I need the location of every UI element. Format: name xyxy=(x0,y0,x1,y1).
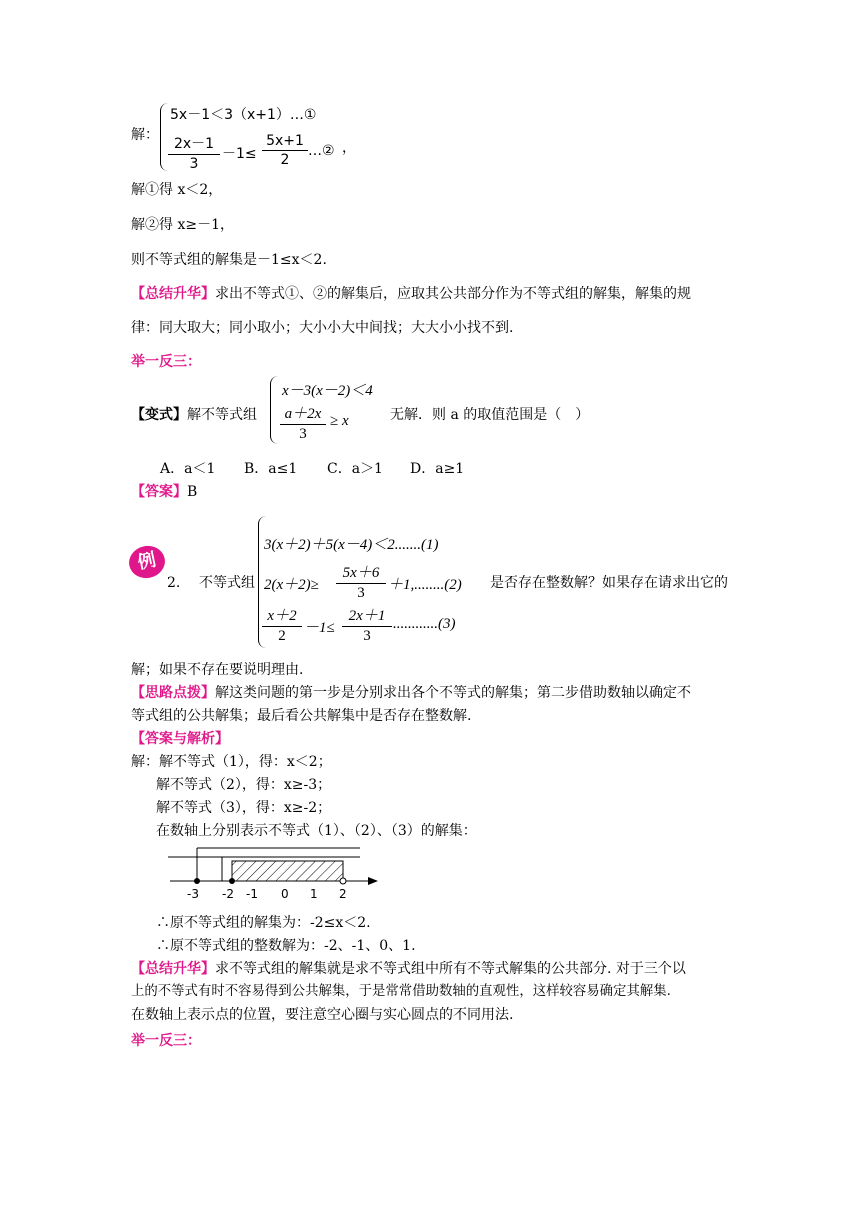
sol2-line4: 在数轴上分别表示不等式（1）、（2）、（3）的解集： xyxy=(156,823,477,839)
sol2-line3: 解不等式（3），得：x≥-2； xyxy=(156,800,332,816)
eq1-line2-mid: －1≤ xyxy=(222,146,257,162)
sol1-line3: 则不等式组的解集是－1≤x＜2. xyxy=(131,252,327,268)
variant-fraction: a＋2x 3 xyxy=(280,402,326,443)
hint-line2: 等式组的公共解集；最后看公共解集中是否存在整数解. xyxy=(131,708,472,724)
example2-line3-mid: －1≤ xyxy=(304,620,335,636)
example2-continuation: 解；如果不存在要说明理由. xyxy=(131,662,304,678)
hint-label: 【思路点拨】 xyxy=(131,685,215,701)
hollow-dot-2 xyxy=(340,878,346,884)
heading-jyfs: 举一反三： xyxy=(131,354,201,370)
example2-line3-fraction-right: 2x＋1 3 xyxy=(342,604,392,645)
tick-1: 1 xyxy=(310,887,318,901)
sol2-line2: 解不等式（2），得：x≥-3； xyxy=(156,777,332,793)
variant-brace xyxy=(270,376,279,444)
example2-line3-fraction-left: x＋2 2 xyxy=(262,604,302,645)
heading-jyfs2: 举一反三： xyxy=(131,1033,201,1049)
summary2-line3: 在数轴上表示点的位置，要注意空心圈与实心圆点的不同用法. xyxy=(131,1007,514,1023)
option-a: A．a＜1 xyxy=(160,461,216,477)
solid-dot-minus3 xyxy=(194,878,200,884)
answer2-label: 【答案与解析】 xyxy=(131,731,229,747)
example2-line1: 3(x＋2)＋5(x－4)＜2.......(1) xyxy=(264,537,439,553)
conclusion-line1: ∴原不等式组的解集为：-2≤x＜2. xyxy=(156,915,371,931)
example2-line2-left: 2(x＋2)≥ xyxy=(264,577,319,593)
sol1-line2: 解②得 x≥－1， xyxy=(131,217,234,233)
eq1-fraction-left: 2x－1 3 xyxy=(168,133,220,172)
eq1-line2-tail: …② xyxy=(308,143,335,159)
tick-0: 0 xyxy=(281,887,289,901)
answer1: 【答案】B xyxy=(131,484,198,500)
solution-hatch xyxy=(232,861,343,881)
variant-label: 【变式】 xyxy=(131,407,187,423)
sol1-line1: 解①得 x＜2， xyxy=(131,182,223,198)
example-badge-icon: 例 xyxy=(126,543,168,582)
number-line-diagram xyxy=(160,838,390,908)
example2-line3-tail: ............(3) xyxy=(393,616,456,632)
hint-line1: 【思路点拨】解这类问题的第一步是分别求出各个不等式的解集；第二步借助数轴以确定不 xyxy=(131,685,691,701)
variant-rhs: ≥ x xyxy=(330,413,349,429)
conclusion-line2: ∴原不等式组的整数解为：-2、-1、0、1. xyxy=(156,938,416,954)
eq1-comma: ， xyxy=(342,140,356,156)
option-d: D．a≥1 xyxy=(410,461,465,477)
eq1-prefix: 解： xyxy=(131,127,159,143)
sol2-line1: 解：解不等式（1），得：x＜2； xyxy=(131,754,332,770)
variant-after: 无解．则 a 的取值范围是（ ） xyxy=(390,407,590,423)
summary1-line2: 律：同大取大；同小取小；大小小大中间找；大大小小找不到. xyxy=(131,320,514,336)
variant-line1: x－3(x－2)＜4 xyxy=(282,383,373,399)
option-c: C．a＞1 xyxy=(327,461,383,477)
example2-after: 是否存在整数解？如果存在请求出它的 xyxy=(490,575,728,591)
solid-dot-minus2 xyxy=(229,878,235,884)
option-b: B．a≤1 xyxy=(244,461,298,477)
tick-minus1: -1 xyxy=(246,887,258,901)
eq1-fraction-right: 5x+1 2 xyxy=(262,133,308,168)
summary2-line1: 【总结升华】求不等式组的解集就是求不等式组中所有不等式解集的公共部分. 对于三个以 xyxy=(131,961,686,977)
summary2-label: 【总结升华】 xyxy=(131,961,215,977)
summary1-label: 【总结升华】 xyxy=(131,286,215,302)
answer1-label: 【答案】 xyxy=(131,484,187,500)
example2-line2-fraction: 5x＋6 3 xyxy=(336,561,386,602)
axis-arrow-icon xyxy=(368,877,378,885)
variant-text: 【变式】解不等式组 xyxy=(131,407,257,423)
tick-minus3: -3 xyxy=(187,887,199,901)
example2-text: 不等式组 xyxy=(199,575,255,591)
summary1-line1: 【总结升华】求出不等式①、②的解集后，应取其公共部分作为不等式组的解集，解集的规 xyxy=(131,286,691,302)
example2-number: 2. xyxy=(167,575,181,591)
summary2-line2: 上的不等式有时不容易得到公共解集，于是常常借助数轴的直观性，这样较容易确定其解集. xyxy=(131,984,671,999)
tick-2: 2 xyxy=(339,887,347,901)
tick-minus2: -2 xyxy=(222,887,234,901)
eq1-line1: 5x－1＜3（x+1）…① xyxy=(170,107,317,123)
example2-line2-right: ＋1,........(2) xyxy=(388,577,462,593)
